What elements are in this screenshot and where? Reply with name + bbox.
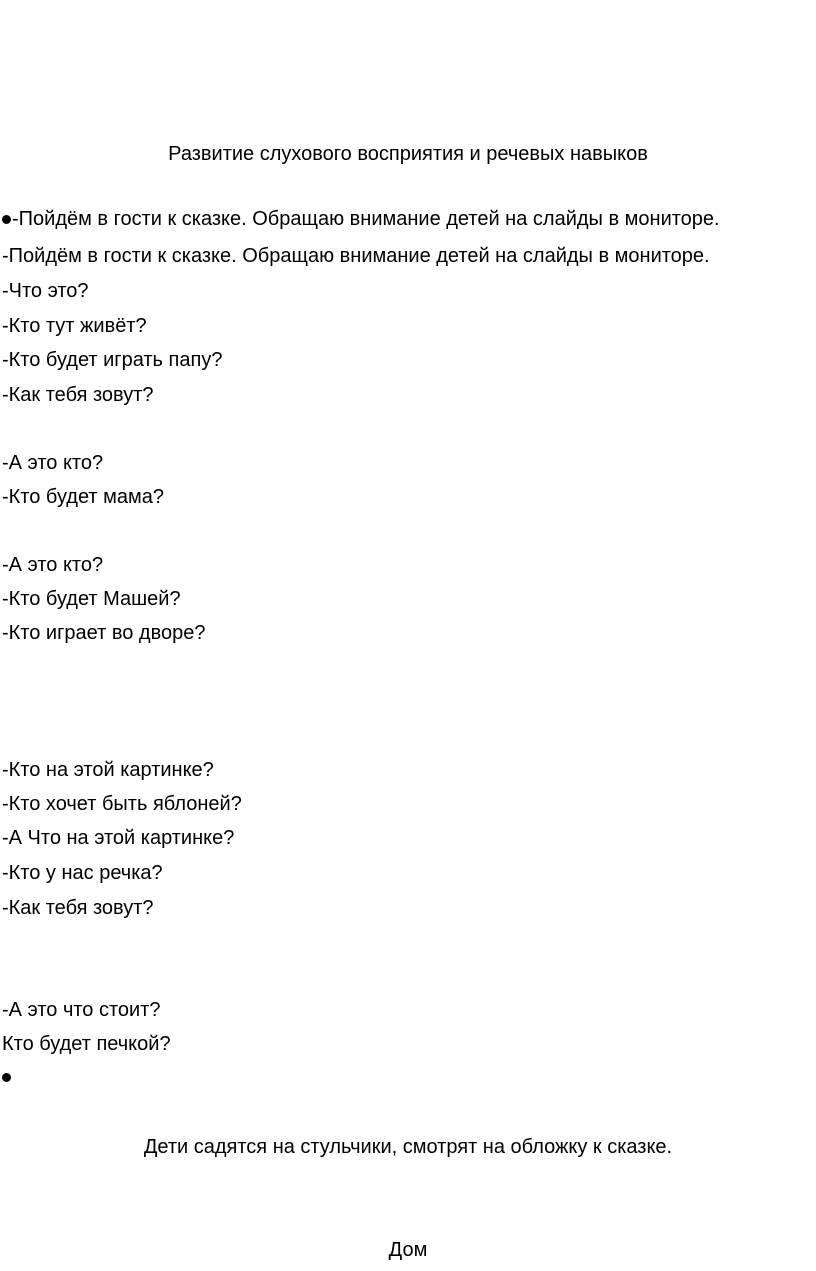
text-line: -Кто у нас речка? bbox=[2, 862, 163, 884]
text-line: -А это кто? bbox=[2, 554, 104, 576]
text-line: -Кто будет Машей? bbox=[2, 588, 181, 610]
text-line: -А это что стоит? bbox=[2, 999, 161, 1021]
page-title: Развитие слухового восприятия и речевых навыков bbox=[168, 143, 648, 165]
text-line: -Кто будет играть папу? bbox=[2, 349, 223, 371]
intro-bullet-line bbox=[2, 207, 720, 231]
text-line: -Кто тут живёт? bbox=[2, 315, 147, 337]
bullet-icon bbox=[2, 215, 11, 224]
text-line: -А это кто? bbox=[2, 452, 104, 474]
footer-word: Дом bbox=[388, 1239, 428, 1261]
text-line: -Как тебя зовут? bbox=[2, 897, 154, 919]
text-line: -Как тебя зовут? bbox=[2, 384, 154, 406]
text-line: -Пойдём в гости к сказке. Обращаю внимание детей на слайды в мониторе. bbox=[2, 245, 710, 267]
text-line: -Кто хочет быть яблоней? bbox=[2, 793, 242, 815]
text-line: -Кто будет мама? bbox=[2, 486, 164, 508]
text-line: -Кто играет во дворе? bbox=[2, 622, 206, 644]
text-line: -Что это? bbox=[2, 280, 89, 302]
text-line: Кто будет печкой? bbox=[2, 1033, 171, 1055]
bullet-icon bbox=[2, 1073, 11, 1082]
intro-bullet-text: -Пойдём в гости к сказке. Обращаю внимание детей на слайды в мониторе. bbox=[12, 208, 720, 230]
instruction-note: Дети садятся на стульчики, смотрят на обложку к сказке. bbox=[143, 1136, 673, 1158]
text-line: -А Что на этой картинке? bbox=[2, 827, 235, 849]
text-line: -Кто на этой картинке? bbox=[2, 759, 214, 781]
